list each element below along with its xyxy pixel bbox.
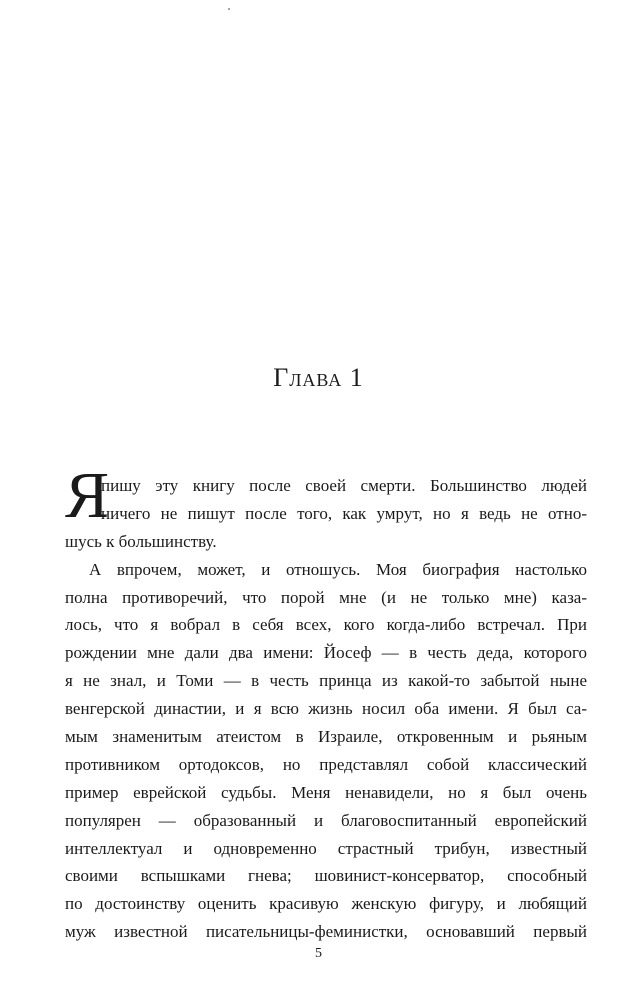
text-line: интеллектуал и одновременно страстный трибун, известный <box>65 838 587 858</box>
text-line: пишу эту книгу после своей смерти. Большинство людей <box>101 476 587 495</box>
drop-cap: Я <box>65 459 110 532</box>
text-line: рождении мне дали два имени: Йосеф — в честь деда, которого <box>65 643 587 663</box>
page-number: 5 <box>315 946 322 961</box>
text-line: популярен — образованный и благовоспитанный европейский <box>65 810 587 830</box>
text-line: по достоинству оценить красивую женскую фигуру, и любящий <box>65 894 587 914</box>
text-line: муж известной писательницы-феминистки, основавший первый <box>65 922 587 942</box>
text-line: пример еврейской судьбы. Меня ненавидели, но я был очень <box>65 782 587 802</box>
text-line: полна противоречий, что порой мне (и не только мне) каза- <box>65 587 587 607</box>
body-text <box>65 472 587 946</box>
chapter-title: Глава 1 <box>273 363 364 392</box>
text-line: своими вспышками гнева; шовинист-консерватор, способный <box>65 866 587 886</box>
text-line: мым знаменитым атеистом в Израиле, откровенным и рьяным <box>65 727 587 747</box>
text-line: ничего не пишут после того, как умрут, но я ведь не отно- <box>101 503 587 523</box>
text-line: лось, что я вобрал в себя всех, кого когда-либо встречал. При <box>65 615 587 635</box>
print-speck <box>228 8 230 10</box>
text-line: противником ортодоксов, но представлял собой классический <box>65 754 587 774</box>
text-line: венгерской династии, и я всю жизнь носил оба имени. Я был са- <box>65 699 587 719</box>
text-line: шусь к большинству. <box>65 531 217 551</box>
text-line: я не знал, и Томи — в честь принца из какой-то забытой ныне <box>65 671 587 691</box>
text-line: А впрочем, может, и отношусь. Моя биография настолько <box>89 559 587 579</box>
